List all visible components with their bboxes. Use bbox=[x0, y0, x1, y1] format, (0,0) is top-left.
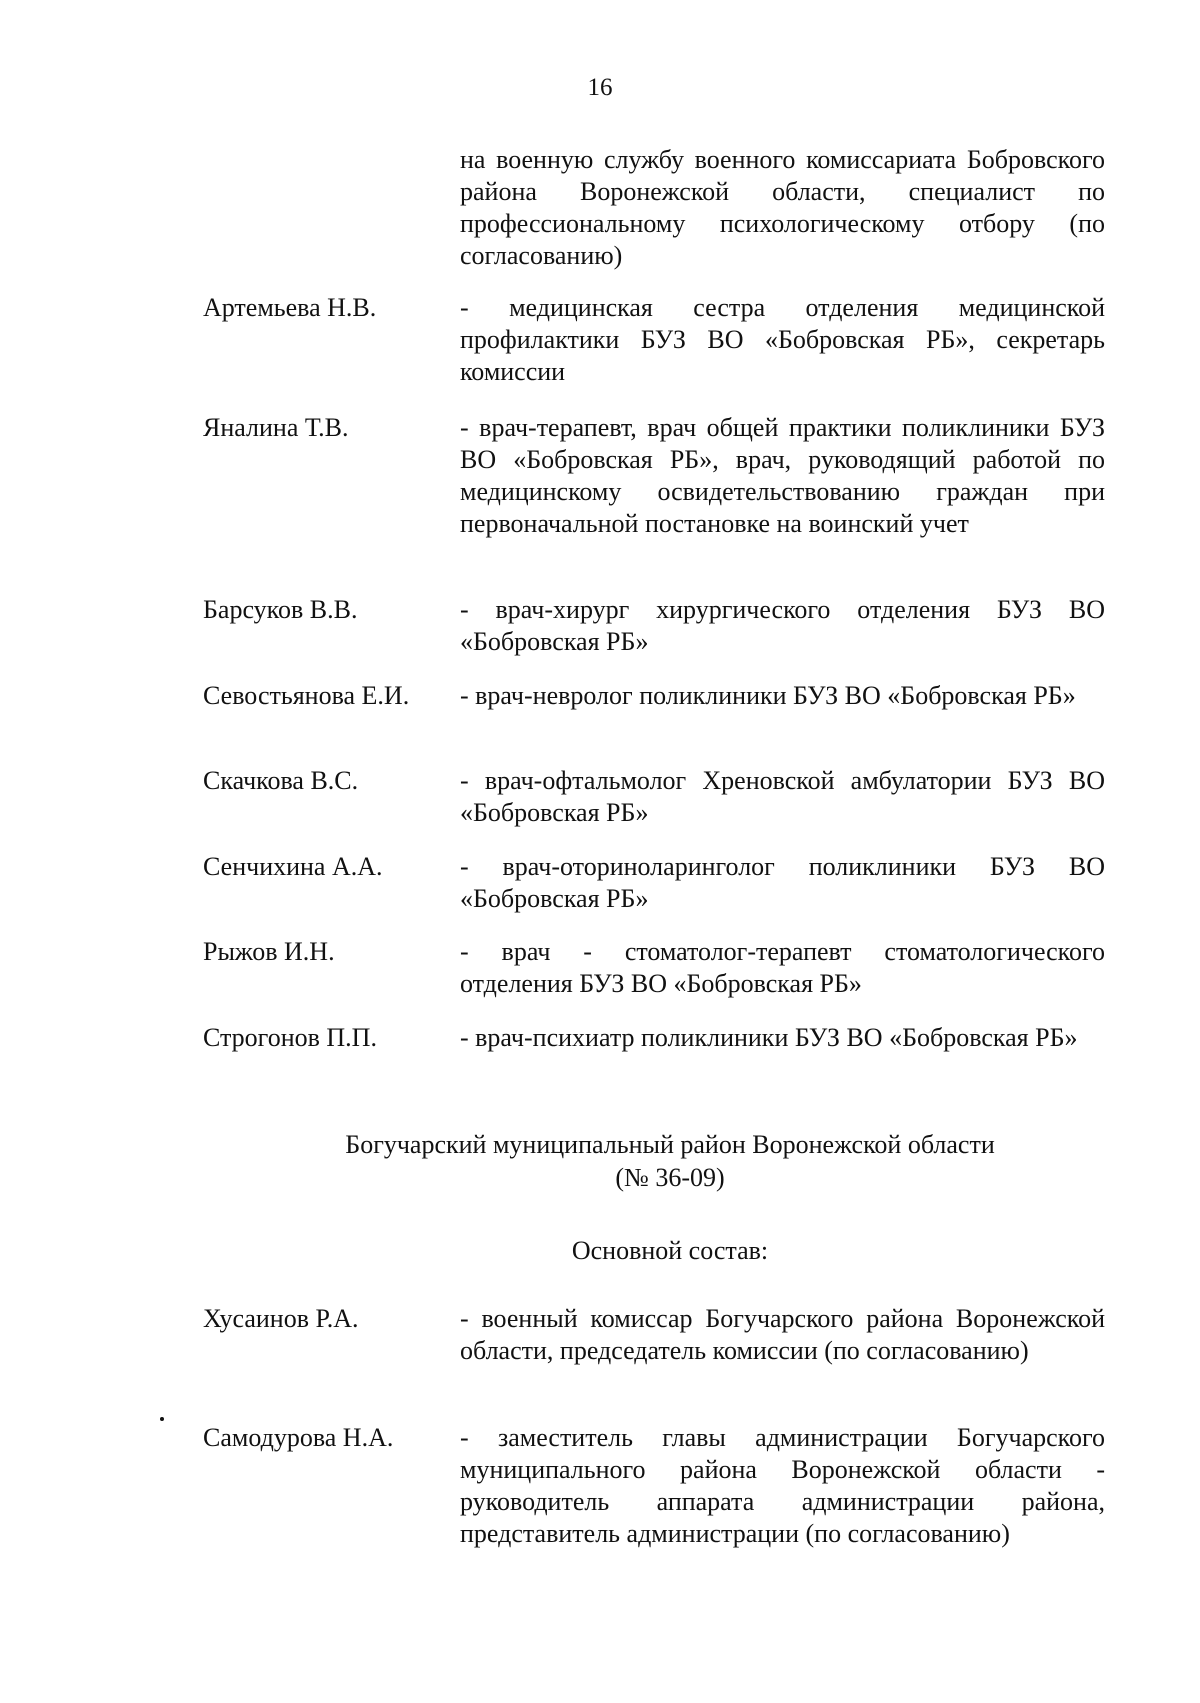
stray-mark bbox=[160, 1417, 164, 1421]
section-member-role: - заместитель главы администрации Богучарского муниципального района Воронежской области - руководитель аппарата администрации района, представитель администрации (по согласованию) bbox=[460, 1423, 1105, 1548]
section-number: (№ 36-09) bbox=[615, 1163, 725, 1192]
member-role: - врач-офтальмолог Хреновской амбулатории БУЗ ВО «Бобровская РБ» bbox=[460, 766, 1105, 827]
member-name: Яналина Т.В. bbox=[203, 413, 349, 442]
section-member-role: - военный комиссар Богучарского района Воронежской области, председатель комиссии (по согласованию) bbox=[460, 1304, 1105, 1365]
page-number: 16 bbox=[587, 74, 613, 101]
member-role: - врач-психиатр поликлиники БУЗ ВО «Бобровская РБ» bbox=[460, 1023, 1078, 1052]
member-name: Артемьева Н.В. bbox=[203, 293, 377, 322]
member-name: Рыжов И.Н. bbox=[203, 937, 335, 966]
section-title: Богучарский муниципальный район Воронежской области bbox=[345, 1130, 995, 1159]
member-name: Сенчихина А.А. bbox=[203, 852, 383, 881]
member-role: - врач-хирург хирургического отделения БУЗ ВО «Бобровская РБ» bbox=[460, 595, 1105, 656]
member-role: - врач - стоматолог-терапевт стоматологического отделения БУЗ ВО «Бобровская РБ» bbox=[460, 937, 1105, 998]
section-member-name: Хусаинов Р.А. bbox=[203, 1304, 359, 1333]
member-name: Строгонов П.П. bbox=[203, 1023, 377, 1052]
member-name: Барсуков В.В. bbox=[203, 595, 358, 624]
section-subtitle: Основной состав: bbox=[571, 1236, 769, 1265]
continuation-text: на военную службу военного комиссариата Бобровского района Воронежской области, специалист по профессиональному психологическому отбору (по согласованию) bbox=[460, 145, 1105, 270]
member-role: - врач-терапевт, врач общей практики поликлиники БУЗ ВО «Бобровская РБ», врач, руководящий работой по медицинскому освидетельствованию граждан при первоначальной постановке на воинский учет bbox=[460, 413, 1105, 538]
member-role: - медицинская сестра отделения медицинской профилактики БУЗ ВО «Бобровская РБ», секретарь комиссии bbox=[460, 293, 1105, 386]
member-name: Севостьянова Е.И. bbox=[203, 681, 410, 710]
section-member-name: Самодурова Н.А. bbox=[203, 1423, 394, 1452]
member-name: Скачкова В.С. bbox=[203, 766, 359, 795]
member-role: - врач-невролог поликлиники БУЗ ВО «Бобровская РБ» bbox=[460, 681, 1076, 710]
member-role: - врач-оториноларинголог поликлиники БУЗ ВО «Бобровская РБ» bbox=[460, 852, 1105, 913]
